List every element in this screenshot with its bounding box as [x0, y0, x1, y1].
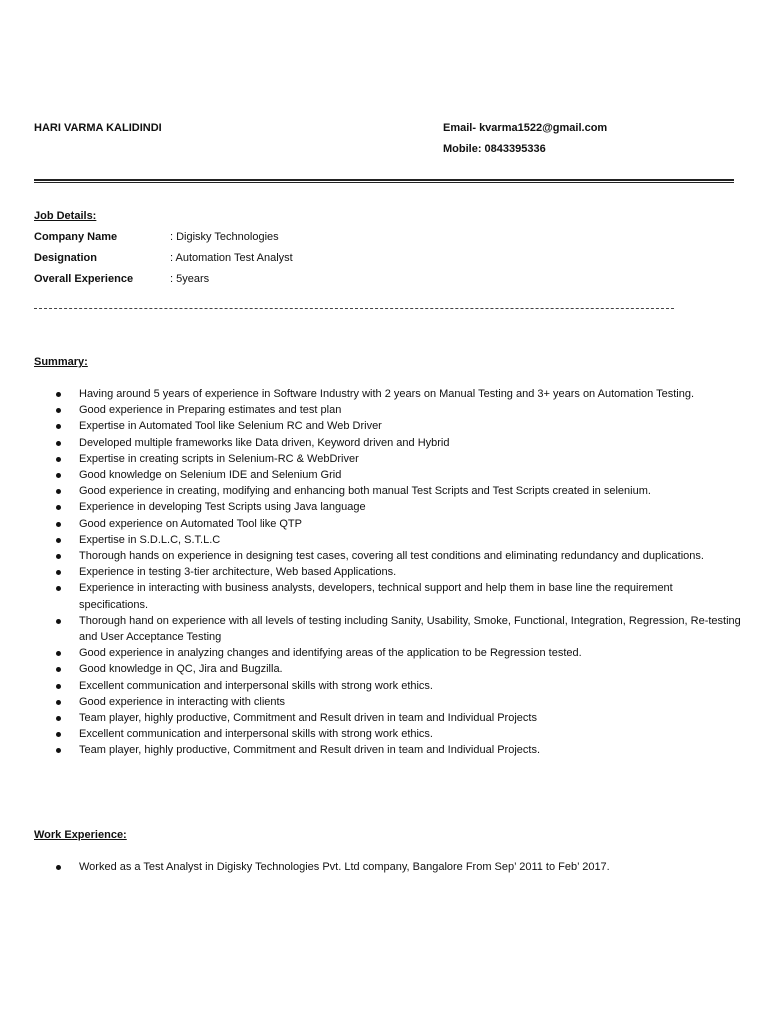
- dashed-divider: [34, 308, 674, 309]
- bullet-icon: [56, 489, 61, 494]
- job-detail-label-experience: Overall Experience: [34, 273, 134, 285]
- summary-heading: Summary:: [34, 356, 88, 368]
- bullet-icon: [56, 505, 61, 510]
- job-detail-value-experience: : 5years: [170, 273, 210, 285]
- bullet-icon: [56, 441, 61, 446]
- list-item: Expertise in creating scripts in Selenium-RC & WebDriver: [34, 451, 744, 467]
- bullet-icon: [56, 392, 61, 397]
- bullet-icon: [56, 748, 61, 753]
- work-experience-list: [34, 859, 744, 875]
- list-item: Good experience in Preparing estimates and test plan: [34, 402, 744, 418]
- candidate-name: HARI VARMA KALIDINDI: [34, 122, 162, 134]
- list-item: Having around 5 years of experience in Software Industry with 2 years on Manual Testing and 3+ years on Automation Testing.: [34, 386, 744, 402]
- bullet-icon: [56, 865, 61, 870]
- job-detail-label-company: Company Name: [34, 231, 118, 243]
- job-detail-value-company: : Digisky Technologies: [170, 231, 279, 243]
- job-detail-label-designation: Designation: [34, 252, 97, 264]
- job-detail-value-designation: : Automation Test Analyst: [170, 252, 293, 264]
- list-item: Good experience in interacting with clients: [34, 694, 744, 710]
- work-experience-heading: Work Experience:: [34, 829, 127, 841]
- list-item: Experience in interacting with business analysts, developers, technical support and help them in base line the requirement specifications.: [34, 580, 744, 612]
- list-item: Thorough hand on experience with all levels of testing including Sanity, Usability, Smoke, Functional, Integration, Regression, Re-testing and User Acceptance Testing: [34, 613, 744, 645]
- list-item: Experience in developing Test Scripts using Java language: [34, 499, 744, 515]
- bullet-icon: [56, 424, 61, 429]
- bullet-icon: [56, 554, 61, 559]
- bullet-icon: [56, 732, 61, 737]
- bullet-icon: [56, 651, 61, 656]
- mobile-line: Mobile: 0843395336: [443, 143, 546, 155]
- summary-list: [34, 386, 744, 759]
- list-item: Good knowledge in QC, Jira and Bugzilla.: [34, 661, 744, 677]
- bullet-icon: [56, 538, 61, 543]
- list-item: Team player, highly productive, Commitment and Result driven in team and Individual Projects.: [34, 742, 744, 758]
- job-details-heading: Job Details:: [34, 210, 97, 222]
- bullet-icon: [56, 522, 61, 527]
- bullet-icon: [56, 700, 61, 705]
- list-item: Excellent communication and interpersonal skills with strong work ethics.: [34, 726, 744, 742]
- bullet-icon: [56, 570, 61, 575]
- list-item: Excellent communication and interpersonal skills with strong work ethics.: [34, 678, 744, 694]
- list-item: Team player, highly productive, Commitment and Result driven in team and Individual Projects: [34, 710, 744, 726]
- list-item: Thorough hands on experience in designing test cases, covering all test conditions and eliminating redundancy and duplications.: [34, 548, 744, 564]
- bullet-icon: [56, 473, 61, 478]
- bullet-icon: [56, 619, 61, 624]
- list-item: Good experience on Automated Tool like QTP: [34, 516, 744, 532]
- bullet-icon: [56, 716, 61, 721]
- header-divider: [34, 179, 734, 181]
- email-line: Email- kvarma1522@gmail.com: [443, 122, 608, 134]
- bullet-icon: [56, 667, 61, 672]
- list-item: Developed multiple frameworks like Data driven, Keyword driven and Hybrid: [34, 435, 744, 451]
- list-item: Experience in testing 3-tier architecture, Web based Applications.: [34, 564, 744, 580]
- list-item: Worked as a Test Analyst in Digisky Technologies Pvt. Ltd company, Bangalore From Sep’ 2011 to Feb’ 2017.: [34, 859, 744, 875]
- bullet-icon: [56, 457, 61, 462]
- list-item: Good experience in creating, modifying and enhancing both manual Test Scripts and Test Scripts created in selenium.: [34, 483, 744, 499]
- list-item: Expertise in Automated Tool like Selenium RC and Web Driver: [34, 418, 744, 434]
- list-item: Good experience in analyzing changes and identifying areas of the application to be Regression tested.: [34, 645, 744, 661]
- bullet-icon: [56, 684, 61, 689]
- list-item: Expertise in S.D.L.C, S.T.L.C: [34, 532, 744, 548]
- bullet-icon: [56, 408, 61, 413]
- list-item: Good knowledge on Selenium IDE and Selenium Grid: [34, 467, 744, 483]
- bullet-icon: [56, 586, 61, 591]
- header-divider-thin: [34, 182, 734, 183]
